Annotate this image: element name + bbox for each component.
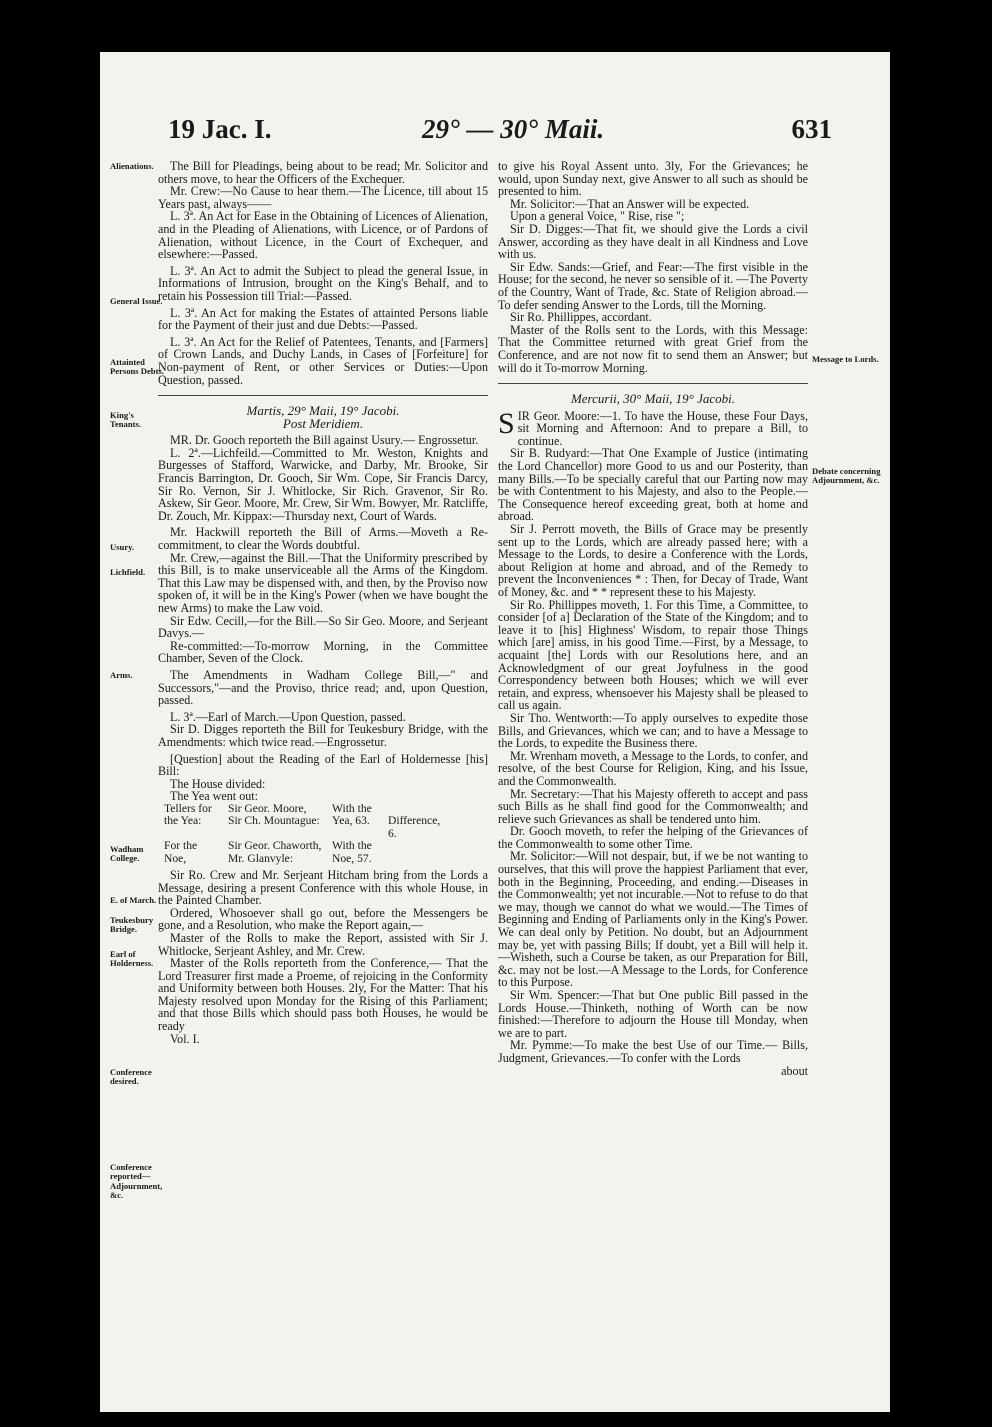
paragraph: Sir Ro. Phillippes moveth, 1. For this Time, a Committee, to consider [of a] Declaration of the State of the Kingdom; and to leave it to [his] Highness' Wisdom, to repair those Things which [are] amiss, in his good Time.—First, by a Message, to acquaint [the] Lords with our Resolutions here, and an Acknowledgment of our great Joyfulness in the good Correspondency between both Houses; which we will ever retain, and express, whensoever his Majesty shall be pleased to call us again.	[498, 597, 808, 713]
paragraph: to give his Royal Assent unto. 3ly, For the Grievances; he would, upon Sunday next, give Answer to all such as should be presented to him.	[498, 159, 808, 199]
margin-note: Message to Lords.	[812, 354, 879, 364]
paragraph: The House divided:	[170, 776, 266, 791]
margin-note: Arms.	[110, 670, 133, 680]
paragraph: L. 3ª. An Act for Ease in the Obtaining of Licences of Alienation, and in the Pleading of Alienations, with Licence, or of Pardons of Alienation, without Licence, in the Court of Exchequer, and elsewhere:—Passed.	[158, 209, 488, 262]
paragraph: Mr. Solicitor:—That an Answer will be expected.	[510, 196, 750, 211]
paragraph: [Question] about the Reading of the Earl of Holdernesse [his] Bill:	[158, 751, 488, 779]
margin-note: General Issue.	[110, 296, 163, 306]
section-divider	[498, 383, 808, 384]
tellers-cell: Sir Geor. Chaworth,	[228, 839, 322, 853]
paragraph: Mr. Hackwill reporteth the Bill of Arms.—Moveth a Re-commitment, to clear the Words doubtful.	[158, 525, 488, 553]
paragraph: Mr. Solicitor:—Will not despair, but, if we be not wanting to ourselves, that this will prove the happiest Parliament that ever, both in the Beginning, Proceeding, and ending.—Diseases in the Commonwealth; yet not incurable.—Not to refuse to do that we may, though we cannot do what we would.—The Times of Beginning and Ending of Parliaments only in the King's Power. We can deal only by Petition. No doubt, but an Adjournment may be, yet with passing Bills; If doubt, yet a Bill will help it.—Wisheth, such a Course be taken, as our Preparation for Bill, &c. may not be lost.—A Message to the Lords, for Conference to this Purpose.	[498, 849, 808, 990]
tellers-cell: Sir Ch. Mountague:	[228, 814, 320, 828]
margin-note: Alienations.	[110, 161, 154, 171]
day-heading: Mercurii, 30° Maii, 19° Jacobi.	[570, 391, 736, 407]
paragraph-text: IR Geor. Moore:—1. To have the House, these Four Days, sit Morning and Afternoon: And to prepare a Bill, to continue.	[517, 408, 808, 448]
tellers-cell: For the	[164, 839, 198, 853]
volume-signature: Vol. I.	[170, 1031, 200, 1046]
page-header	[168, 114, 832, 148]
margin-note: Attainted Persons Debts.	[110, 357, 164, 377]
paragraph: Sir D. Digges reporteth the Bill for Teukesbury Bridge, with the Amendments: which twice read.—Engrossetur.	[158, 722, 488, 749]
paragraph: L. 3ª. An Act for making the Estates of attainted Persons liable for the Payment of their just and due Debts:—Passed.	[158, 305, 488, 333]
paragraph: Upon a general Voice, " Rise, rise ";	[510, 209, 685, 224]
tellers-cell: With the	[332, 801, 372, 815]
paragraph: Sir Ro. Crew and Mr. Serjeant Hitcham bring from the Lords a Message, desiring a present Conference with this whole House, in the Painted Chamber.	[158, 867, 488, 908]
paragraph: Sir Wm. Spencer:—That but One public Bill passed in the Lords House.—Thinketh, nothing of Worth can be now finished:—Therefore to adjourn the House till Monday, when we are to part.	[498, 988, 808, 1040]
tellers-cell: Noe,	[164, 851, 187, 865]
left-column	[158, 160, 488, 1045]
paragraph: Ordered, Whosoever shall go out, before the Messengers be gone, and a Resolution, who make the Report again,—	[158, 905, 488, 933]
paragraph: The Yea went out:	[170, 789, 259, 804]
paragraph: Master of the Rolls reporteth from the Conference,— That the Lord Treasurer first made a Proeme, of rejoicing in the Conformity and Uniformity between both Houses. 2ly, For the Matter: That his Majesty resolved upon Monday for the Rising of this Parliament; and that those Bills which should pass both Houses, he would be ready	[158, 956, 488, 1034]
tellers-cell: Noe, 57.	[332, 851, 372, 865]
tellers-cell	[388, 853, 448, 865]
tellers-cell: With the	[332, 839, 372, 853]
day-heading: Martis, 29° Maii, 19° Jacobi.	[246, 403, 400, 419]
margin-note: Wadham College.	[110, 844, 144, 864]
paragraph: Mr. Crew,—against the Bill.—That the Uniformity prescribed by this Bill, is to make unserviceable all the Arms of the Kingdom. That this Law may be dispensed with, and then, by the Proviso now spoken of, it will be in the King's Power (when we have bought the new Arms) to make the Law void.	[158, 550, 488, 615]
margin-note: Conference reported— Adjournment, &c.	[110, 1162, 163, 1201]
tellers-cell: Difference, 6.	[388, 814, 441, 840]
paragraph: Sir B. Rudyard:—That One Example of Justice (intimating the Lord Chancellor) more Good to us and our Posterity, than many Bills.—To be specially careful that our Parting now may be with Contentment to his Majesty, and also to the People.—The Consequence hereof exceeding great, both at home and abroad.	[498, 446, 808, 524]
drop-cap: S	[498, 406, 515, 440]
running-head-left: 19 Jac. I.	[168, 114, 272, 144]
paragraph: Mr. Pymme:—To make the best Use of our Time.— Bills, Judgment, Grievances.—To confer with the Lords	[498, 1038, 808, 1065]
paragraph: L. 3ª.—Earl of March.—Upon Question, passed.	[170, 709, 406, 724]
paragraph: L. 3ª. An Act to admit the Subject to plead the general Issue, in Informations of Intrusion, brought on the King's Behalf, and to retain his Possession till Trial:—Passed.	[158, 263, 488, 303]
paragraph: Mr. Crew:—No Cause to hear them.—The Licence, till about 15 Years past, always——	[158, 184, 488, 211]
margin-note: Usury.	[110, 542, 135, 552]
margin-note: Conference desired.	[110, 1067, 152, 1087]
margin-note: E. of March.	[110, 895, 157, 905]
paragraph: Re-committed:—To-morrow Morning, in the Committee Chamber, Seven of the Clock.	[158, 638, 488, 666]
paragraph: Sir Tho. Wentworth:—To apply ourselves to expedite those Bills, and Grievances, which we can; and to have a Message to the Lords, to expedite the Business there.	[498, 710, 808, 751]
paragraph	[498, 406, 808, 448]
paragraph: Sir Edw. Sands:—Grief, and Fear:—The first visible in the House; for the second, he never so sensible of it. —The Poverty of the Country, Want of Trade, &c. State of Religion abroad.—To defer sending Answer to the Lords, till the Morning.	[498, 259, 808, 312]
catchword: about	[781, 1063, 808, 1078]
paragraph: Mr. Secretary:—That his Majesty offereth to accept and pass such Bills as he shall find good for the Commonwealth; and relieve such Grievances as shall be tendered unto him.	[498, 786, 808, 826]
margin-note: Debate concerning Adjournment, &c.	[812, 466, 881, 486]
paragraph: Sir D. Digges:—That fit, we should give the Lords a civil Answer, according as they have dealt in all Kindness and Love with us.	[498, 221, 808, 262]
margin-note: King's Tenants.	[110, 410, 141, 430]
paragraph: Sir Edw. Cecill,—for the Bill.—So Sir Geo. Moore, and Serjeant Davys.—	[158, 613, 488, 641]
paragraph: Sir Ro. Phillippes, accordant.	[510, 310, 652, 325]
session-heading: Post Meridiem.	[282, 415, 364, 431]
paragraph: The Amendments in Wadham College Bill,—" and Successors,"—and the Proviso, thrice read; and, upon Question, passed.	[158, 667, 488, 708]
tellers-cell: Sir Geor. Moore,	[228, 801, 307, 815]
paragraph: L. 3ª. An Act for the Relief of Patentees, Tenants, and [Farmers] of Crown Lands, and Duchy Lands, in Cases of [Forfeiture] for Non-payment of Rent, or other Services or Duties:—Upon Question, passed.	[158, 334, 488, 387]
paragraph: L. 2ª.—Lichfeild.—Committed to Mr. Weston, Knights and Burgesses of Stafford, Warwicke, and Darby, Mr. Brooke, Sir Francis Barrington, Dr. Gooch, Sir Wm. Cope, Sir Francis Darcy, Sir Ro. Vernon, Sir J. Whitlocke, Sir Rich. Gravenor, Sir Ro. Askew, Sir Geor. Moore, Mr. Crew, Sir Wm. Bowyer, Mr. Ratcliffe, Dr. Zouch, Mr. Kippax:—Thursday next, Court of Wards.	[158, 445, 488, 523]
page-number: 631	[791, 114, 832, 144]
section-divider	[158, 395, 488, 396]
margin-note: Teukesbury Bridge.	[110, 915, 154, 935]
paragraph: The Bill for Pleadings, being about to be read; Mr. Solicitor and others move, to hear the Officers of the Exchequer.	[158, 159, 488, 186]
tellers-cell: Tellers for	[164, 801, 212, 815]
paragraph: Master of the Rolls to make the Report, assisted with Sir J. Whitlocke, Serjeant Ashley, and Mr. Crew.	[158, 930, 488, 958]
margin-note: Lichfield.	[110, 567, 146, 577]
tellers-cell: the Yea:	[164, 814, 202, 828]
paragraph: Dr. Gooch moveth, to refer the helping of the Grievances of the Commonwealth to some other Time.	[498, 824, 808, 851]
journal-page	[100, 52, 890, 1412]
tellers-cell: Yea, 63.	[332, 814, 370, 828]
paragraph: MR. Dr. Gooch reporteth the Bill against Usury.— Engrossetur.	[170, 433, 479, 448]
running-head-date: 29° — 30° Maii.	[422, 114, 605, 144]
paragraph: Sir J. Perrott moveth, the Bills of Grace may be presently sent up to the Lords, which are already passed here; with a Message to the Lords, to desire a Conference with the Lords, about Religion at home and abroad, and of the Remedy to prevent the Inconveniences * : Then, for Decay of Trade, Want of Money, &c. and * * represent these to his Majesty.	[498, 522, 808, 599]
division-tellers-table	[164, 803, 488, 865]
paragraph: Master of the Rolls sent to the Lords, with this Message: That the Committee returned with great Grief from the Conference, and are not now fit to send them an Answer; but will do it To-morrow Morning.	[498, 322, 808, 375]
tellers-cell	[388, 840, 448, 852]
tellers-cell: Mr. Glanvyle:	[228, 851, 294, 865]
margin-note: Earl of Holderness.	[110, 949, 154, 969]
paragraph: Mr. Wrenham moveth, a Message to the Lords, to confer, and resolve, of the best Course for Religion, King, and his Issue, and the Commonwealth.	[498, 748, 808, 788]
right-column	[498, 160, 808, 1077]
